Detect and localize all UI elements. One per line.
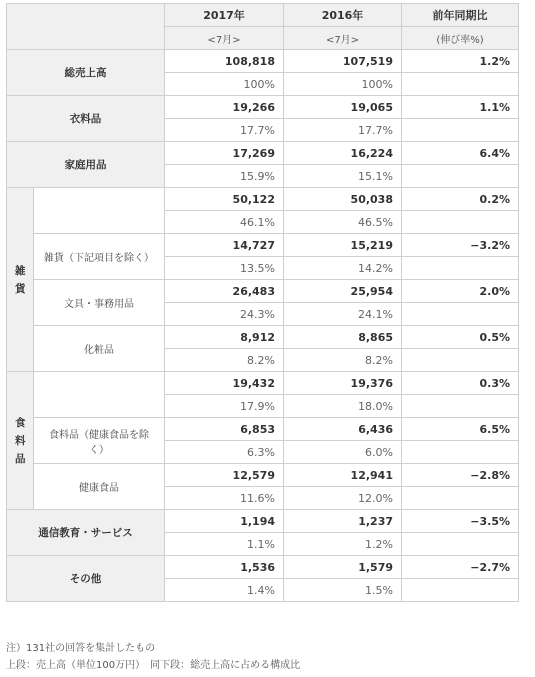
table-row [7, 188, 519, 211]
empty-cell [402, 487, 519, 510]
share-2017: 100% [165, 73, 284, 96]
table-row [7, 556, 519, 579]
value-2016: 50,038 [284, 188, 402, 211]
category-education: 通信教育・サービス [7, 510, 165, 556]
subheader-2017: <7月> [165, 27, 284, 50]
share-2016: 1.2% [284, 533, 402, 556]
value-yoy: 0.2% [402, 188, 519, 211]
share-2017: 13.5% [165, 257, 284, 280]
empty-cell [402, 119, 519, 142]
value-yoy: 1.1% [402, 96, 519, 119]
value-yoy: −2.7% [402, 556, 519, 579]
sales-table [6, 3, 519, 602]
table-row [7, 464, 519, 487]
subcategory-cosmetics: 化粧品 [34, 326, 165, 372]
value-yoy: 1.2% [402, 50, 519, 73]
empty-cell [402, 579, 519, 602]
group-food-char-3: 品 [15, 452, 26, 465]
value-2016: 1,579 [284, 556, 402, 579]
share-2016: 15.1% [284, 165, 402, 188]
empty-cell [402, 349, 519, 372]
share-2017: 24.3% [165, 303, 284, 326]
group-food [7, 372, 34, 510]
table-row [7, 142, 519, 165]
subheader-2016: <7月> [284, 27, 402, 50]
share-2017: 17.9% [165, 395, 284, 418]
value-2017: 14,727 [165, 234, 284, 257]
group-food-char-1: 食 [15, 416, 26, 429]
share-2017: 11.6% [165, 487, 284, 510]
category-total: 総売上高 [7, 50, 165, 96]
share-2016: 46.5% [284, 211, 402, 234]
value-2017: 12,579 [165, 464, 284, 487]
table-row [7, 372, 519, 395]
value-2017: 6,853 [165, 418, 284, 441]
value-2016: 19,376 [284, 372, 402, 395]
subcategory-goods-total [34, 188, 165, 234]
value-2016: 16,224 [284, 142, 402, 165]
table-row [7, 326, 519, 349]
header-2017: 2017年 [165, 4, 284, 27]
table-row [7, 234, 519, 257]
share-2016: 14.2% [284, 257, 402, 280]
table-row [7, 280, 519, 303]
value-yoy: 0.5% [402, 326, 519, 349]
value-2017: 50,122 [165, 188, 284, 211]
value-2017: 26,483 [165, 280, 284, 303]
share-2017: 6.3% [165, 441, 284, 464]
empty-cell [402, 257, 519, 280]
header-2016: 2016年 [284, 4, 402, 27]
value-2016: 19,065 [284, 96, 402, 119]
share-2016: 1.5% [284, 579, 402, 602]
header-corner [7, 4, 165, 50]
value-yoy: −3.5% [402, 510, 519, 533]
value-2017: 1,536 [165, 556, 284, 579]
share-2017: 1.1% [165, 533, 284, 556]
footnote-units: 上段：売上高（単位100万円） 同下段：総売上高に占める構成比 [6, 660, 301, 671]
empty-cell [402, 211, 519, 234]
share-2016: 6.0% [284, 441, 402, 464]
share-2017: 46.1% [165, 211, 284, 234]
header-row [7, 4, 519, 27]
empty-cell [402, 73, 519, 96]
empty-cell [402, 395, 519, 418]
empty-cell [402, 303, 519, 326]
share-2017: 8.2% [165, 349, 284, 372]
value-2017: 17,269 [165, 142, 284, 165]
table-row [7, 510, 519, 533]
category-clothing: 衣料品 [7, 96, 165, 142]
value-2016: 8,865 [284, 326, 402, 349]
table-row [7, 50, 519, 73]
table-row [7, 96, 519, 119]
value-2016: 15,219 [284, 234, 402, 257]
share-2017: 15.9% [165, 165, 284, 188]
share-2017: 17.7% [165, 119, 284, 142]
value-yoy: 2.0% [402, 280, 519, 303]
value-yoy: −2.8% [402, 464, 519, 487]
group-goods-char-2: 貨 [15, 282, 26, 295]
value-2017: 108,818 [165, 50, 284, 73]
value-yoy: 6.4% [402, 142, 519, 165]
footnotes [6, 640, 300, 674]
subcategory-food-misc: 食料品（健康食品を除く） [34, 418, 165, 464]
group-goods [7, 188, 34, 372]
value-yoy: 6.5% [402, 418, 519, 441]
category-other: その他 [7, 556, 165, 602]
value-2017: 19,266 [165, 96, 284, 119]
value-2016: 12,941 [284, 464, 402, 487]
share-2016: 24.1% [284, 303, 402, 326]
value-2017: 19,432 [165, 372, 284, 395]
share-2016: 18.0% [284, 395, 402, 418]
share-2016: 100% [284, 73, 402, 96]
empty-cell [402, 165, 519, 188]
value-2017: 1,194 [165, 510, 284, 533]
subcategory-food-total [34, 372, 165, 418]
share-2017: 1.4% [165, 579, 284, 602]
value-yoy: −3.2% [402, 234, 519, 257]
value-2016: 1,237 [284, 510, 402, 533]
empty-cell [402, 533, 519, 556]
subcategory-stationery: 文具・事務用品 [34, 280, 165, 326]
group-food-char-2: 料 [15, 434, 26, 447]
value-2016: 25,954 [284, 280, 402, 303]
value-2016: 107,519 [284, 50, 402, 73]
table-row [7, 418, 519, 441]
footnote-sample: 注）131社の回答を集計したもの [6, 643, 156, 654]
value-2017: 8,912 [165, 326, 284, 349]
share-2016: 8.2% [284, 349, 402, 372]
share-2016: 12.0% [284, 487, 402, 510]
group-goods-char-1: 雑 [15, 264, 26, 277]
category-household: 家庭用品 [7, 142, 165, 188]
subcategory-goods-misc: 雑貨（下記項目を除く） [34, 234, 165, 280]
share-2016: 17.7% [284, 119, 402, 142]
header-yoy: 前年同期比 [402, 4, 519, 27]
subcategory-health-food: 健康食品 [34, 464, 165, 510]
empty-cell [402, 441, 519, 464]
value-2016: 6,436 [284, 418, 402, 441]
value-yoy: 0.3% [402, 372, 519, 395]
subheader-yoy: (伸び率%) [402, 27, 519, 50]
